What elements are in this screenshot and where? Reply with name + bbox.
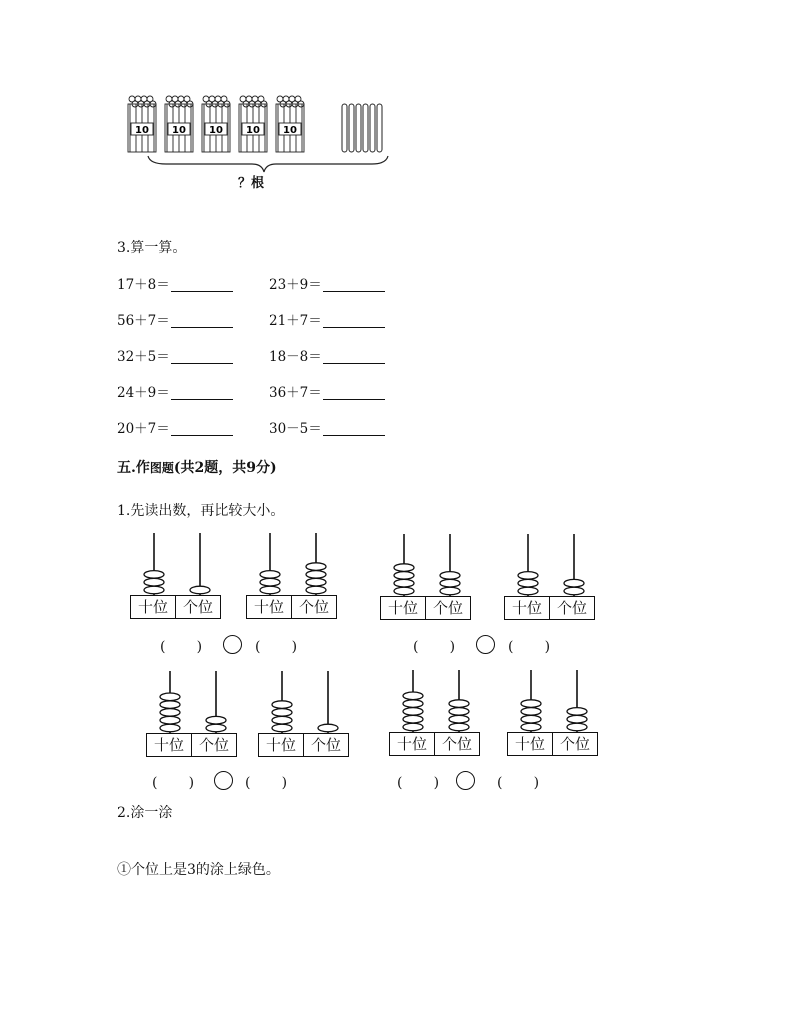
abacus-bead	[521, 708, 541, 716]
abacus-bead	[403, 715, 423, 723]
answer-blank[interactable]	[323, 399, 385, 400]
abacus-bead	[567, 715, 587, 723]
abacus-bead	[394, 564, 414, 572]
compare-circle[interactable]	[476, 635, 495, 654]
abacus-bead	[306, 578, 326, 586]
tens-label: 十位	[511, 599, 542, 617]
place-value-box	[380, 596, 471, 620]
arithmetic-expression: 36＋7＝	[269, 385, 322, 401]
arithmetic-expression: 23＋9＝	[269, 277, 322, 293]
abacus-bead	[206, 724, 226, 732]
abacus-bead	[449, 723, 469, 731]
abacus-bead	[567, 708, 587, 716]
abacus	[130, 533, 222, 595]
answer-parentheses[interactable]: ( )	[413, 639, 456, 655]
abacus-bead	[144, 578, 164, 586]
answer-blank[interactable]	[171, 291, 233, 292]
answer-blank[interactable]	[171, 399, 233, 400]
ones-label: 个位	[434, 733, 479, 755]
ones-label: 个位	[175, 596, 220, 618]
ones-label: 个位	[552, 733, 597, 755]
answer-blank[interactable]	[323, 291, 385, 292]
abacus-bead	[564, 587, 584, 595]
place-value-box	[246, 595, 337, 619]
abacus-rods	[380, 534, 472, 596]
compare-circle[interactable]	[456, 771, 475, 790]
abacus-rods	[130, 533, 222, 595]
abacus-bead	[318, 724, 338, 732]
abacus	[507, 670, 599, 732]
abacus-bead	[403, 692, 423, 700]
abacus-bead	[306, 586, 326, 594]
ones-label: 个位	[425, 597, 470, 619]
section-3-title: 3.算一算。	[117, 240, 187, 256]
place-value-box	[130, 595, 221, 619]
abacus	[246, 533, 338, 595]
bundles-question: ？根	[238, 176, 265, 191]
place-value-box	[258, 733, 349, 757]
stick-bundle	[276, 96, 304, 152]
abacus	[258, 671, 350, 733]
ones-label: 个位	[303, 734, 348, 756]
arithmetic-expression: 20＋7＝	[117, 421, 170, 437]
tens-label: 十位	[265, 736, 296, 754]
abacus-bead	[440, 587, 460, 595]
abacus-bead	[190, 586, 210, 594]
answer-parentheses[interactable]: ( )	[508, 639, 551, 655]
bundle-label: 10	[283, 125, 297, 136]
answer-blank[interactable]	[323, 363, 385, 364]
section-5-title: 五.作图题(共2题，共9分)	[117, 460, 277, 476]
bundle-label: 10	[209, 125, 223, 136]
abacus-rods	[507, 670, 599, 732]
abacus-bead	[206, 716, 226, 724]
answer-parentheses[interactable]: ( )	[397, 775, 440, 791]
bundle-label: 10	[135, 125, 149, 136]
abacus-bead	[160, 716, 180, 724]
abacus	[504, 534, 596, 596]
ones-label: 个位	[549, 597, 594, 619]
abacus-bead	[272, 724, 292, 732]
ones-label: 个位	[291, 596, 336, 618]
answer-parentheses[interactable]: ( )	[152, 775, 195, 791]
tens-label: 十位	[396, 735, 427, 753]
abacus-bead	[403, 723, 423, 731]
stick-bundles-figure	[120, 90, 400, 204]
abacus-bead	[440, 579, 460, 587]
place-value-box	[389, 732, 480, 756]
abacus-bead	[260, 586, 280, 594]
abacus-rods	[504, 534, 596, 596]
abacus-rods	[258, 671, 350, 733]
abacus-bead	[403, 700, 423, 708]
abacus-rods	[146, 671, 238, 733]
question-1: 1.先读出数，再比较大小。	[117, 503, 285, 519]
loose-sticks	[342, 104, 382, 152]
abacus-bead	[567, 723, 587, 731]
abacus-bead	[449, 708, 469, 716]
compare-circle[interactable]	[223, 635, 242, 654]
abacus-bead	[144, 571, 164, 579]
stick-bundle	[202, 96, 230, 152]
abacus-bead	[306, 563, 326, 571]
place-value-box	[504, 596, 595, 620]
tens-label: 十位	[137, 598, 168, 616]
place-value-box	[507, 732, 598, 756]
arithmetic-expression: 18－8＝	[269, 349, 322, 365]
abacus-rods	[246, 533, 338, 595]
answer-blank[interactable]	[323, 327, 385, 328]
abacus-bead	[449, 715, 469, 723]
abacus-bead	[260, 571, 280, 579]
abacus-bead	[272, 709, 292, 717]
answer-blank[interactable]	[323, 435, 385, 436]
arithmetic-expression: 21＋7＝	[269, 313, 322, 329]
place-value-box	[146, 733, 237, 757]
abacus-bead	[144, 586, 164, 594]
answer-parentheses[interactable]: ( )	[255, 639, 298, 655]
abacus-bead	[272, 701, 292, 709]
question-2-sub: ①个位上是3的涂上绿色。	[117, 862, 280, 878]
abacus-bead	[160, 701, 180, 709]
arithmetic-expression: 17＋8＝	[117, 277, 170, 293]
tens-label: 十位	[253, 598, 284, 616]
brace	[148, 156, 388, 172]
abacus-bead	[440, 572, 460, 580]
stick-bundle	[128, 96, 156, 152]
bundle-label: 10	[172, 125, 186, 136]
ones-label: 个位	[191, 734, 236, 756]
abacus-bead	[449, 700, 469, 708]
abacus-bead	[521, 700, 541, 708]
stick-bundle	[165, 96, 193, 152]
abacus-bead	[160, 724, 180, 732]
abacus	[146, 671, 238, 733]
abacus-bead	[260, 578, 280, 586]
question-2: 2.涂一涂	[117, 805, 173, 821]
answer-parentheses[interactable]: ( )	[245, 775, 288, 791]
answer-blank[interactable]	[171, 435, 233, 436]
abacus-rods	[389, 670, 481, 732]
abacus-bead	[306, 571, 326, 579]
tens-label: 十位	[387, 599, 418, 617]
answer-parentheses[interactable]: ( )	[160, 639, 203, 655]
stick-bundle	[239, 96, 267, 152]
abacus	[389, 670, 481, 732]
abacus-bead	[518, 579, 538, 587]
tens-label: 十位	[514, 735, 545, 753]
tens-label: 十位	[153, 736, 184, 754]
abacus-bead	[160, 709, 180, 717]
abacus-bead	[521, 715, 541, 723]
answer-blank[interactable]	[171, 363, 233, 364]
compare-circle[interactable]	[214, 771, 233, 790]
abacus-bead	[518, 587, 538, 595]
abacus-bead	[394, 587, 414, 595]
arithmetic-expression: 56＋7＝	[117, 313, 170, 329]
abacus-bead	[160, 693, 180, 701]
abacus-bead	[518, 572, 538, 580]
abacus-bead	[272, 716, 292, 724]
bundle-label: 10	[246, 125, 260, 136]
abacus-bead	[403, 708, 423, 716]
answer-parentheses[interactable]: ( )	[497, 775, 540, 791]
arithmetic-expression: 24＋9＝	[117, 385, 170, 401]
arithmetic-expression: 32＋5＝	[117, 349, 170, 365]
abacus-bead	[564, 579, 584, 587]
answer-blank[interactable]	[171, 327, 233, 328]
abacus-bead	[394, 572, 414, 580]
abacus	[380, 534, 472, 596]
abacus-bead	[394, 579, 414, 587]
arithmetic-expression: 30－5＝	[269, 421, 322, 437]
abacus-bead	[521, 723, 541, 731]
